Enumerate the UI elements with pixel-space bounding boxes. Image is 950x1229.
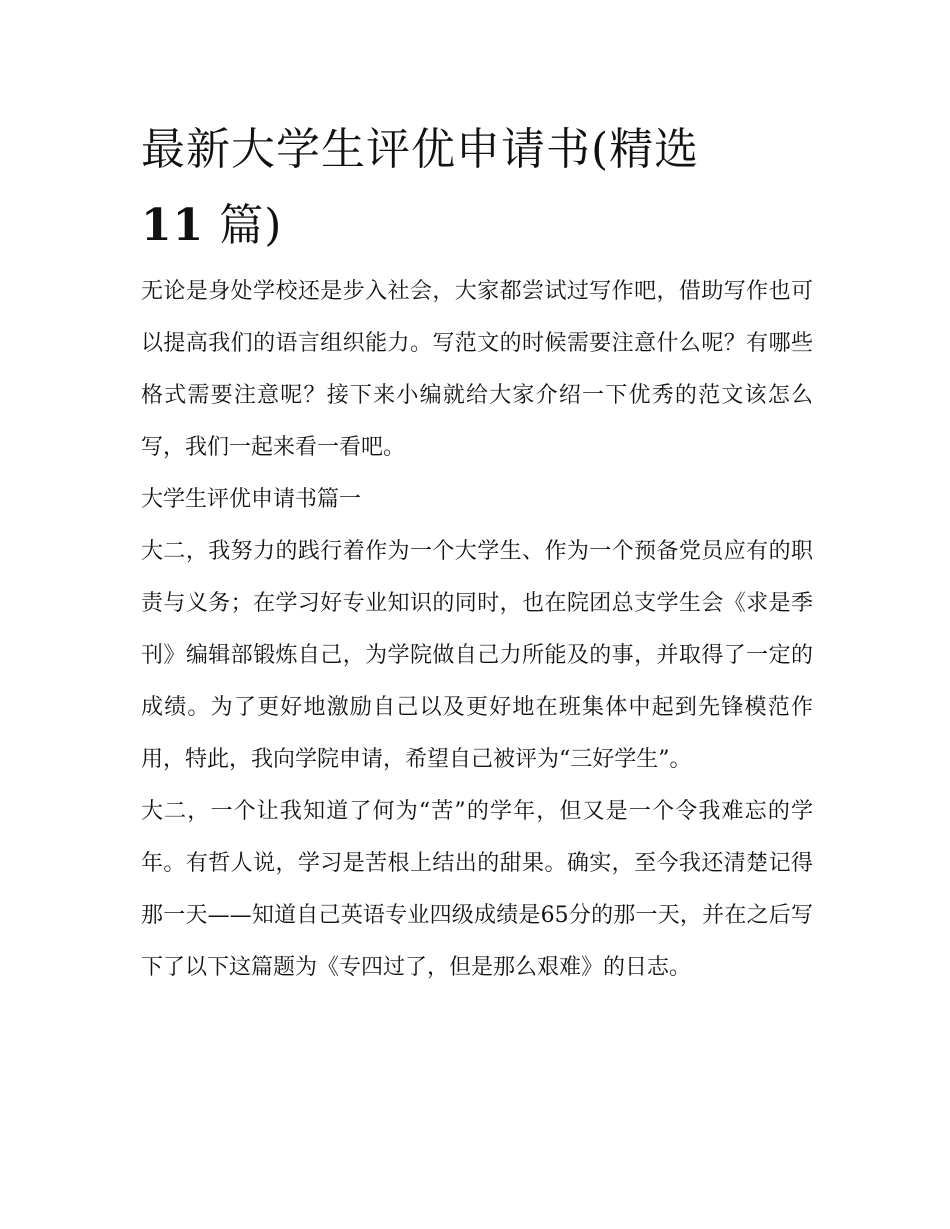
body-paragraph-1: 大二，我努力的践行着作为一个大学生、作为一个预备党员应有的职责与义务；在学习好专业知识的同时，也在院团总支学生会《求是季刊》编辑部锻炼自己，为学院做自己力所能及的事，并取得了一定的成绩。为了更好地激励自己以及更好地在班集体中起到先锋模范作用，特此，我向学院申请，希望自己被评为“三好学生”。	[141, 539, 813, 772]
body-paragraph-2: 大二，一个让我知道了何为“苦”的学年，但又是一个令我难忘的学年。有哲人说，学习是苦根上结出的甜果。确实，至今我还清楚记得那一天——知道自己英语专业四级成绩是65分的那一天，并在之后写下了以下这篇题为《专四过了，但是那么艰难》的日志。	[141, 799, 813, 980]
title-text: 最新大学生评优申请书(精选	[141, 124, 700, 175]
title-tail: 篇)	[219, 200, 283, 251]
document-page	[141, 112, 813, 994]
document-body	[141, 266, 813, 994]
intro-paragraph: 无论是身处学校还是步入社会，大家都尝试过写作吧，借助写作也可以提高我们的语言组织能力。写范文的时候需要注意什么呢？有哪些格式需要注意呢？接下来小编就给大家介绍一下优秀的范文该怎么写，我们一起来看一看吧。	[141, 279, 813, 460]
section-heading: 大学生评优申请书篇一	[141, 487, 362, 512]
document-title	[141, 112, 813, 264]
title-number: 11	[141, 200, 205, 251]
